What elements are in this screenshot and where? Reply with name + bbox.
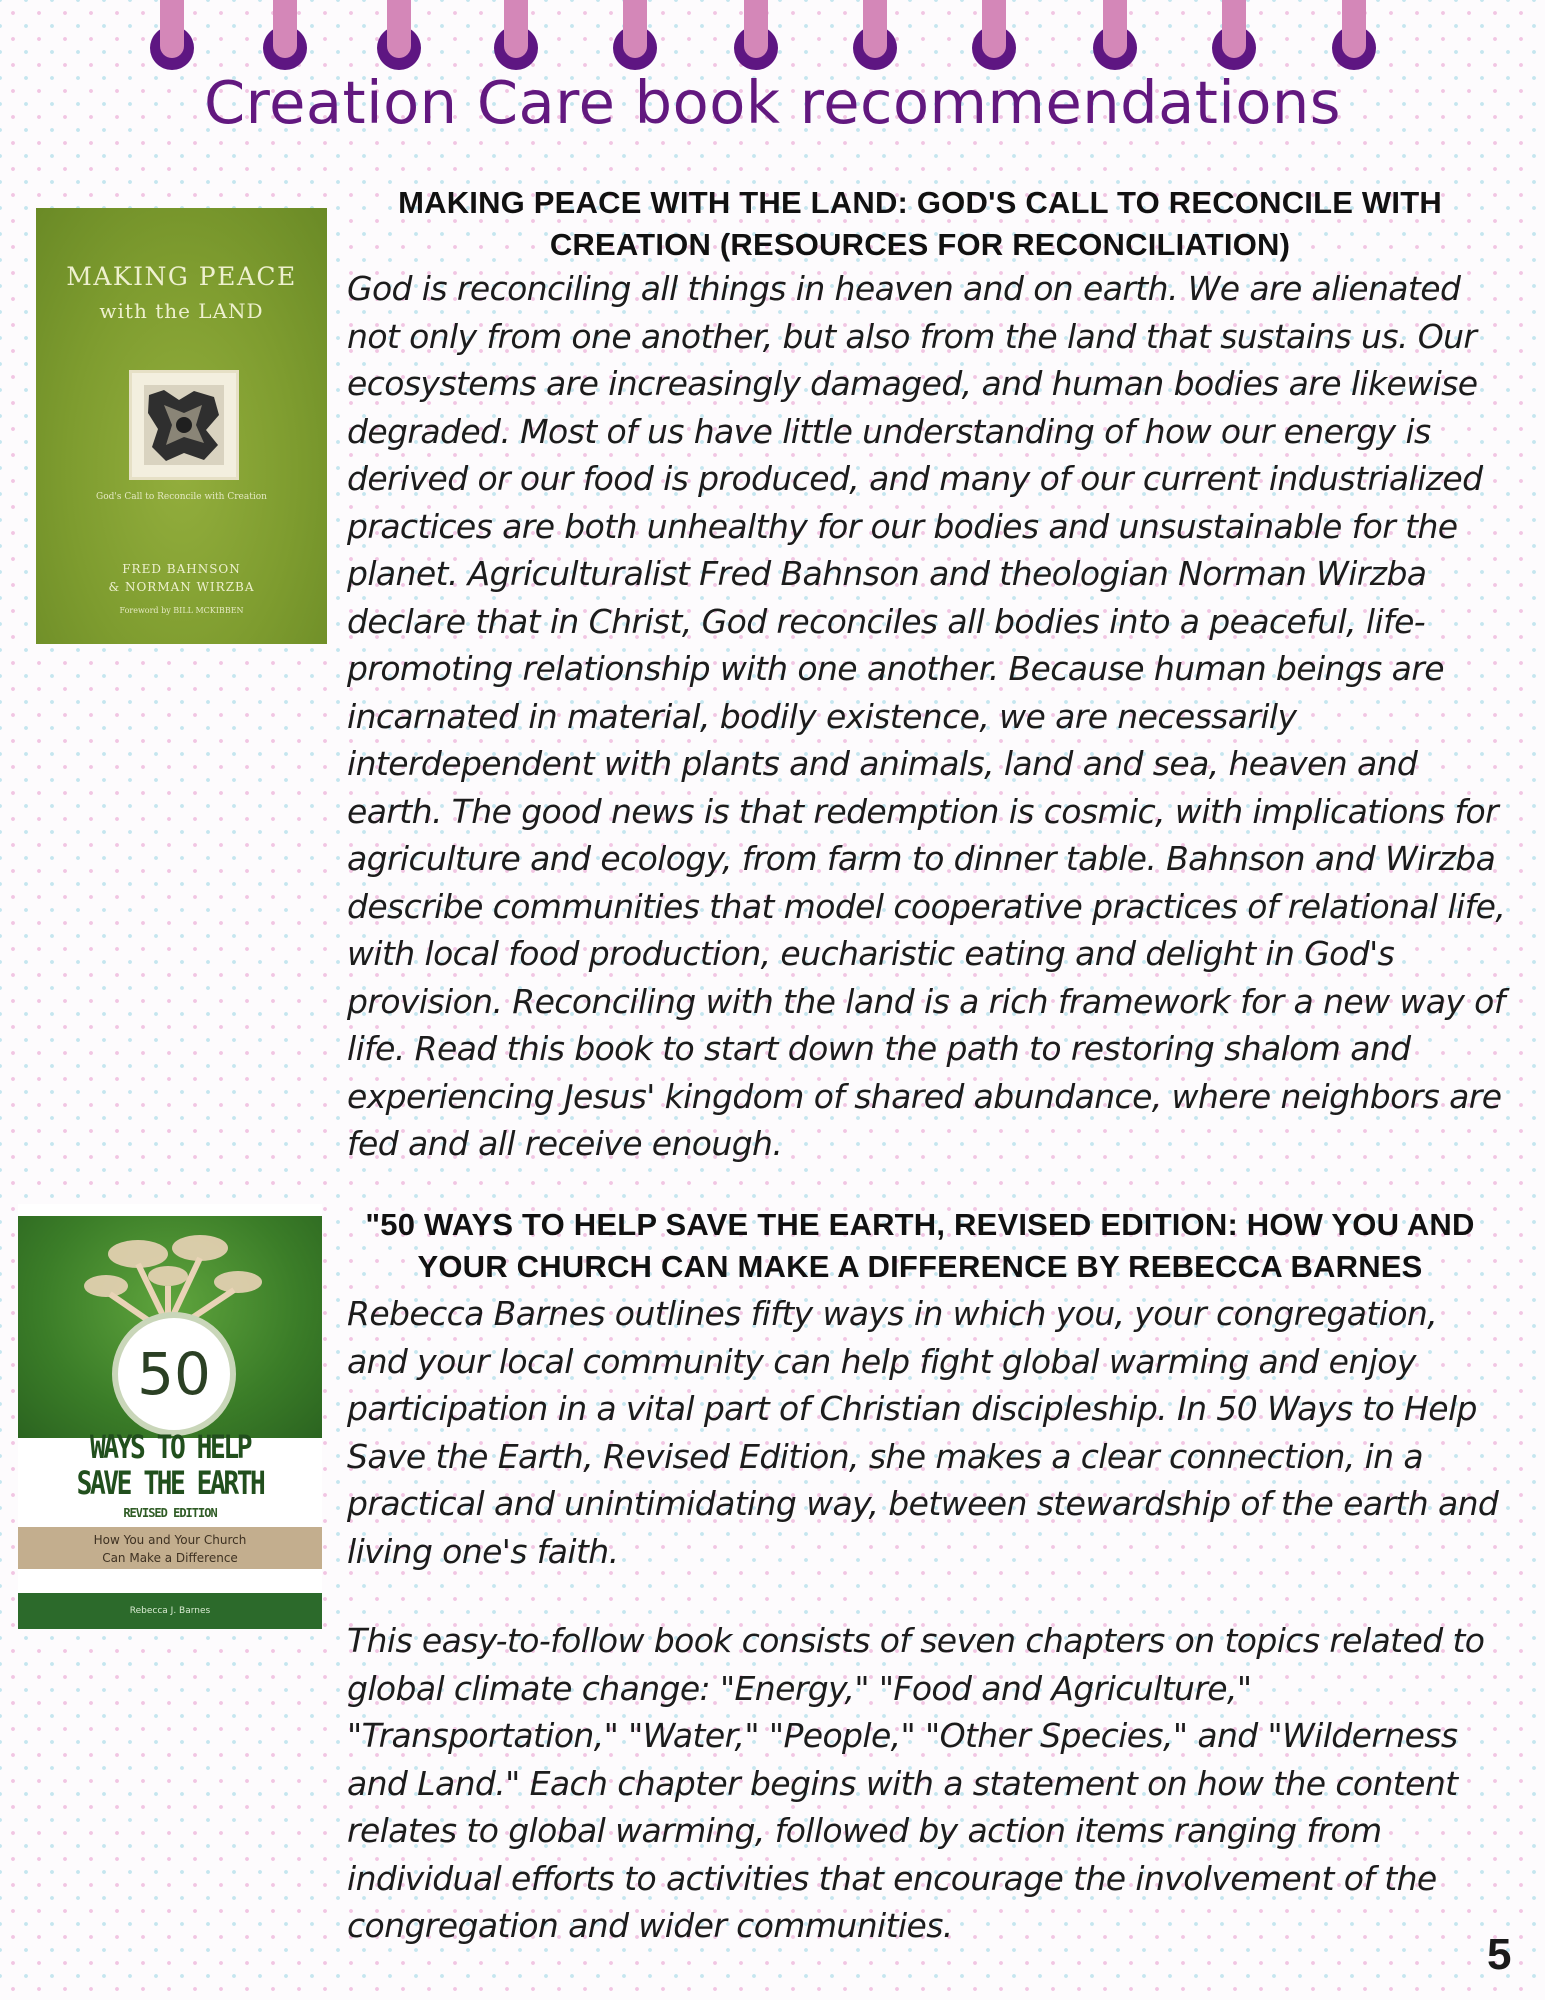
binding-ring [972, 0, 1016, 70]
cover-title-line: MAKING PEACE [66, 262, 297, 291]
cover-subtitle: God's Call to Reconcile with Creation [96, 492, 267, 502]
cover-number-badge: 50 [112, 1312, 236, 1436]
book-description: Rebecca Barnes outlines fifty ways in which you, your congregation, and your local community can help fight global warming and enjoy participation in a vital part of Christian discipleship. In 50 Ways to Help Save the Earth, Revised Edition, she makes a clear connection, in a practical and unintimidating way, between stewardship of the earth and living one's faith. [347, 1294, 1499, 1571]
cover-author: FRED BAHNSON [122, 562, 241, 576]
cover-emblem-image [129, 370, 239, 480]
cover-title [36, 260, 327, 328]
binding-ring [853, 0, 897, 70]
binding-ring [263, 0, 307, 70]
cover-title-line: WAYS TO HELP [89, 1428, 251, 1466]
book-cover-50-ways [18, 1204, 322, 1629]
book-description: God is reconciling all things in heaven and on earth. We are alienated not only from one another, but also from the land that sustains us. Our ecosystems are increasingly damaged, and human bodies are likewise degraded. Most of us have little understanding of how our energy is derived or our food is produced, and many of our current industrialized practices are both unhealthy for our bodies and unsustainable for the planet. Agriculturalist Fred Bahnson and theologian Norman Wirzba declare that in Christ, God reconciles all bodies into a peaceful, life-promoting relationship with one another. Because human beings are incarnated in material, bodily existence, we are necessarily interdependent with plants and animals, land and sea, heaven and earth. The good news is that redemption is cosmic, with implications for agriculture and ecology, from farm to dinner table. Bahnson and Wirzba describe communities that model cooperative practices of relational life, with local food production, eucharistic eating and delight in God's provision. Reconciling with the land is a rich framework for a new way of life. Read this book to start down the path to restoring shalom and experiencing Jesus' kingdom of shared abundance, where neighbors are fed and all receive enough. [347, 269, 1506, 1163]
binding-ring [494, 0, 538, 70]
cover-tagline-line: Can Make a Difference [102, 1551, 238, 1565]
binding-ring [150, 0, 194, 70]
cover-authors [36, 560, 327, 596]
cover-tagline [18, 1527, 322, 1569]
book-cover-making-peace [36, 208, 327, 644]
cover-tagline-line: How You and Your Church [93, 1533, 247, 1547]
cover-title [45, 1429, 294, 1501]
binding-ring [1212, 0, 1256, 70]
binding-ring [1093, 0, 1137, 70]
cover-title-line: with the LAND [99, 299, 264, 323]
binding-ring [377, 0, 421, 70]
book-description-continued: This easy-to-follow book consists of seven chapters on topics related to global climate change: "Energy," "Food and Agriculture," "Transportation," "Water," "People," "Other Species," and "Wilderness and Land." Each chapter begins with a statement on how the content relates to global warming, followed by action items ranging from individual efforts to activities that encourage the involvement of the congregation and wider communities. [347, 1621, 1485, 1945]
cover-title-line: SAVE THE EARTH [76, 1464, 264, 1502]
binding-ring [734, 0, 778, 70]
book-title: "50 WAYS TO HELP SAVE THE EARTH, REVISED EDITION: HOW YOU AND YOUR CHURCH CAN MAKE A DIFFERENCE BY REBECCA BARNES [365, 1207, 1475, 1284]
page-title: Creation Care book recommendations [203, 68, 1342, 137]
page-number: 5 [1487, 1930, 1512, 1979]
book-title: MAKING PEACE WITH THE LAND: GOD'S CALL TO RECONCILE WITH CREATION (RESOURCES FOR RECONCILIATION) [398, 185, 1442, 262]
cover-author: & NORMAN WIRZBA [108, 580, 255, 594]
cover-author: Rebecca J. Barnes [18, 1593, 322, 1629]
binding-ring [1332, 0, 1376, 70]
cover-edition: REVISED EDITION [123, 1506, 217, 1520]
cover-foreword: Foreword by BILL MCKIBBEN [119, 606, 244, 615]
binding-ring [613, 0, 657, 70]
